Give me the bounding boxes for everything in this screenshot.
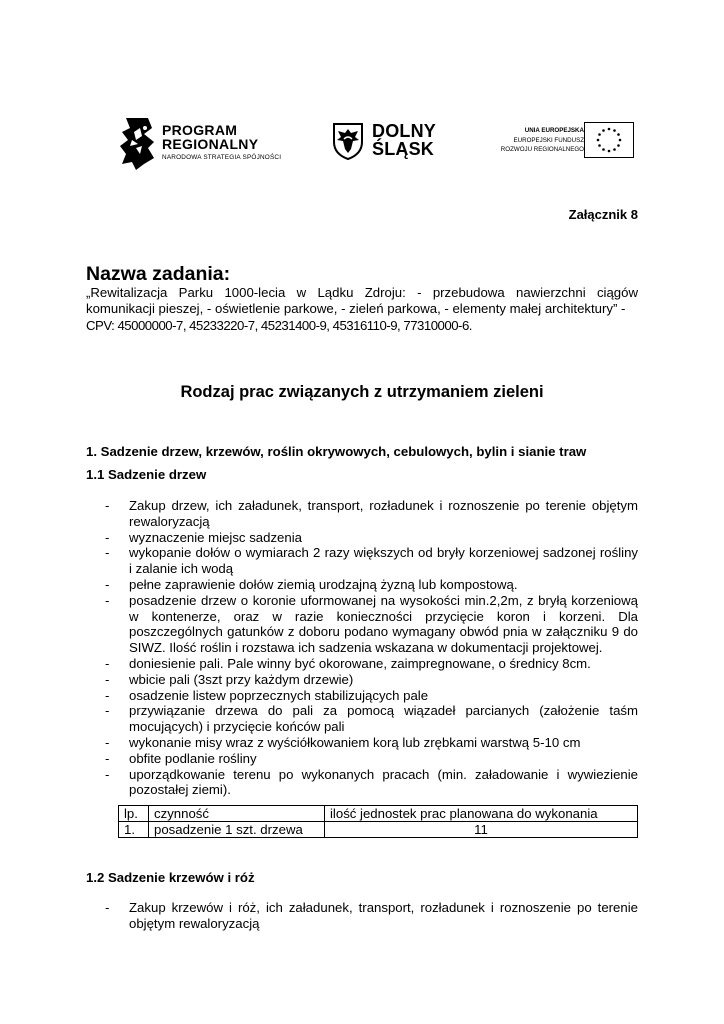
list-item-text: wykopanie dołów o wymiarach 2 razy większych od bryły korzeniowej sadzonej rośliny i zalanie ich wodą xyxy=(129,545,638,577)
list-item-text: uporządkowanie terenu po wykonanych pracach (min. załadowanie i wywiezienie pozostałej ziemi). xyxy=(129,766,638,798)
document-title: Rodzaj prac związanych z utrzymaniem zieleni xyxy=(180,383,544,401)
list-item: - Zakup drzew, ich załadunek, transport, rozładunek i roznoszenie po terenie objętym rewaloryzacją xyxy=(105,498,638,529)
eu-logo-line3: ROZWOJU REGIONALNEGO xyxy=(500,146,584,154)
program-regionalny-logo xyxy=(118,114,298,170)
list-item: - wbicie pali (3szt przy każdym drzewie) xyxy=(105,671,354,687)
task-cpv-codes: CPV: 45000000-7, 45233220-7, 45231400-9, 45316110-9, 77310000-6. xyxy=(86,318,472,333)
list-item-text: pełne zaprawienie dołów ziemią urodzajną żyzną lub kompostową. xyxy=(129,576,518,592)
list-item-text: posadzenie drzew o koronie uformowanej na wysokości min.2,2m, z bryłą korzeniową w kontenerze, oraz w razie konieczności przycięcie koron i korzeni. Dla poszczególnych gatunków z doboru podano wymagany obwód pnia w załączniku 9 do SIWZ. Ilość roślin i rozstawa ich sadzenia wskazana w dokumentacji projektowej. xyxy=(129,592,638,656)
annex-label: Załącznik 8 xyxy=(568,207,638,222)
list-item: - posadzenie drzew o koronie uformowanej na wysokości min.2,2m, z bryłą korzeniową w kontenerze, oraz w razie konieczności przycięcie koron i korzeni. Dla poszczególnych gatunków z doboru podano wymagany obwód pnia w załączniku 9 do SIWZ. Ilość roślin i rozstawa ich sadzenia wskazana w dokumentacji projektowej. xyxy=(105,592,638,656)
logo-program-subtitle: NARODOWA STRATEGIA SPÓJNOŚCI xyxy=(162,154,282,161)
eu-logo xyxy=(480,122,640,162)
list-item: - obfite podlanie rośliny xyxy=(105,750,257,766)
list-item-text: obfite podlanie rośliny xyxy=(129,750,257,766)
dolny-slask-wordmark xyxy=(372,122,436,158)
logo-program-line2: REGIONALNY xyxy=(162,136,259,152)
eu-logo-line1: UNIA EUROPEJSKA xyxy=(524,127,584,134)
task-description: „Rewitalizacja Parku 1000-lecia w Lądku Zdroju: - przebudowa nawierzchni ciągów komunikacji pieszej, - oświetlenie parkowe, - zieleń parkowa, - elementy małej architektury” - xyxy=(86,285,638,317)
section-1-2-list xyxy=(86,900,638,932)
dolny-slask-logo xyxy=(332,120,450,166)
list-item-text: przywiązanie drzewa do pali za pomocą wiązadeł parcianych (założenie taśm mocujących) i przycięcie końców pali xyxy=(129,703,638,735)
logo-dolny-line2: ŚLĄSK xyxy=(372,139,435,159)
section-1-2-heading: 1.2 Sadzenie krzewów i róż xyxy=(86,870,255,885)
program-regionalny-wordmark xyxy=(162,123,258,151)
list-item-text: osadzenie listew poprzecznych stabilizujących pale xyxy=(129,687,429,703)
table-header-row xyxy=(119,806,638,822)
list-item: - osadzenie listew poprzecznych stabilizujących pale xyxy=(105,687,429,703)
table-cell-quantity: 11 xyxy=(325,822,638,838)
list-item: - wykopanie dołów o wymiarach 2 razy większych od bryły korzeniowej sadzonej rośliny i zalanie ich wodą xyxy=(105,545,638,577)
logo-dolny-line1: DOLNY xyxy=(372,121,436,141)
list-item: - przywiązanie drzewa do pali za pomocą wiązadeł parcianych (założenie taśm mocujących) i przycięcie końców pali xyxy=(105,703,638,735)
logo-program-line1: PROGRAM xyxy=(162,122,238,138)
list-item-text: wyznaczenie miejsc sadzenia xyxy=(129,529,302,545)
list-item-text: Zakup krzewów i róż, ich załadunek, transport, rozładunek i roznoszenie po terenie objętym rewaloryzacją xyxy=(129,900,638,931)
task-heading: Nazwa zadania: xyxy=(86,263,231,285)
list-item-text: wbicie pali (3szt przy każdym drzewie) xyxy=(129,671,354,687)
list-item: - wyznaczenie miejsc sadzenia xyxy=(105,529,302,545)
list-item: - uporządkowanie terenu po wykonanych pracach (min. załadowanie i wywiezienie pozostałej ziemi). xyxy=(105,766,638,798)
list-item: - Zakup krzewów i róż, ich załadunek, transport, rozładunek i roznoszenie po terenie objętym rewaloryzacją xyxy=(105,900,638,931)
section-1-1-heading: 1.1 Sadzenie drzew xyxy=(86,467,207,482)
work-quantity-table xyxy=(118,805,638,838)
eu-logo-text xyxy=(501,126,584,155)
table-row xyxy=(119,822,638,838)
list-item: - doniesienie pali. Pale winny być okorowane, zaimpregnowane, o średnicy 8cm. xyxy=(105,655,591,671)
section-1-heading: 1. Sadzenie drzew, krzewów, roślin okrywowych, cebulowych, bylin i sianie traw xyxy=(86,444,587,459)
table-header-activity: czynność xyxy=(149,806,325,822)
program-regionalny-emblem-icon xyxy=(118,114,160,170)
eu-logo-line2: EUROPEJSKI FUNDUSZ xyxy=(513,136,584,144)
eu-flag-icon xyxy=(584,122,634,158)
table-header-lp: lp. xyxy=(119,806,149,822)
table-header-quantity: ilość jednostek prac planowana do wykonania xyxy=(325,806,638,822)
list-item-text: Zakup drzew, ich załadunek, transport, rozładunek i roznoszenie po terenie objętym rewaloryzacją xyxy=(129,498,638,529)
list-item: - wykonanie misy wraz z wyściółkowaniem korą lub zrębkami warstwą 5-10 cm xyxy=(105,734,581,750)
section-1-1-list xyxy=(86,498,638,798)
list-item-text: doniesienie pali. Pale winny być okorowane, zaimpregnowane, o średnicy 8cm. xyxy=(129,655,591,671)
table-cell-activity: posadzenie 1 szt. drzewa xyxy=(149,822,325,838)
list-item: - pełne zaprawienie dołów ziemią urodzajną żyzną lub kompostową. xyxy=(105,576,518,592)
list-item-text: wykonanie misy wraz z wyściółkowaniem korą lub zrębkami warstwą 5-10 cm xyxy=(129,734,581,750)
table-cell-lp: 1. xyxy=(119,822,149,838)
dolny-slask-eagle-crest-icon xyxy=(332,122,364,160)
